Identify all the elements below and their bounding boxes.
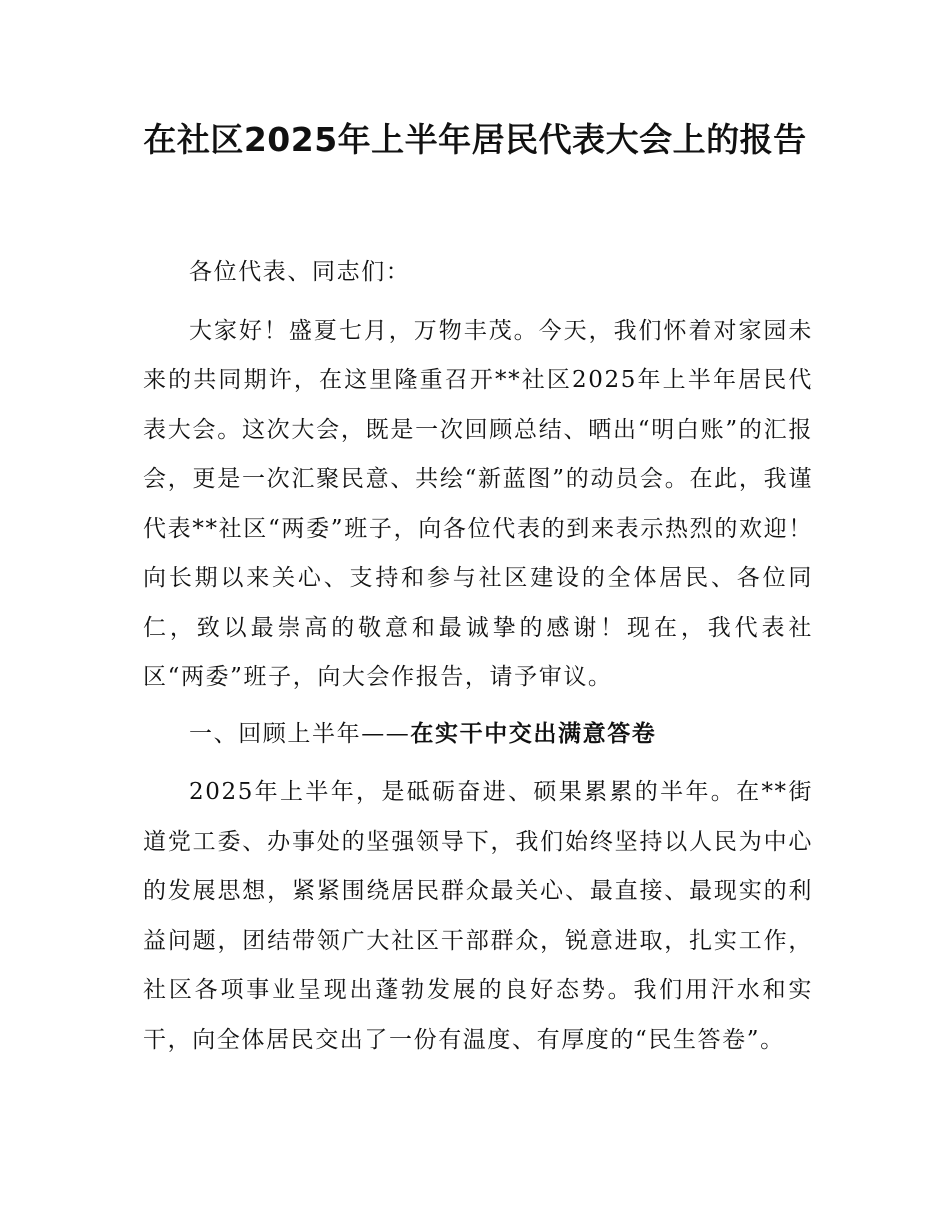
document-title: 在社区2025年上半年居民代表大会上的报告 [143,120,807,159]
section-heading-lead: 一、回顾上半年—— [189,720,411,747]
document-body [143,248,813,1065]
section-heading-bold: 在实干中交出满意答卷 [410,720,657,747]
section-heading [143,710,813,760]
intro-paragraph: 大家好！盛夏七月，万物丰茂。今天，我们怀着对家园未来的共同期许，在这里隆重召开**社区2025年上半年居民代表大会。这次大会，既是一次回顾总结、晒出“明白账”的汇报会，更是一次汇聚民意、共绘“新蓝图”的动员会。在此，我谨代表**社区“两委”班子，向各位代表的到来表示热烈的欢迎！向长期以来关心、支持和参与社区建设的全体居民、各位同仁，致以最崇高的敬意和最诚挚的感谢！现在，我代表社区“两委”班子，向大会作报告，请予审议。 [143,317,813,690]
section-paragraph: 2025年上半年，是砥砺奋进、硕果累累的半年。在**街道党工委、办事处的坚强领导下，我们始终坚持以人民为中心的发展思想，紧紧围绕居民群众最关心、最直接、最现实的利益问题，团结带领广大社区干部群众，锐意进取，扎实工作，社区各项事业呈现出蓬勃发展的良好态势。我们用汗水和实干，向全体居民交出了一份有温度、有厚度的“民生答卷”。 [143,779,813,1053]
greeting-paragraph: 各位代表、同志们： [189,259,411,285]
